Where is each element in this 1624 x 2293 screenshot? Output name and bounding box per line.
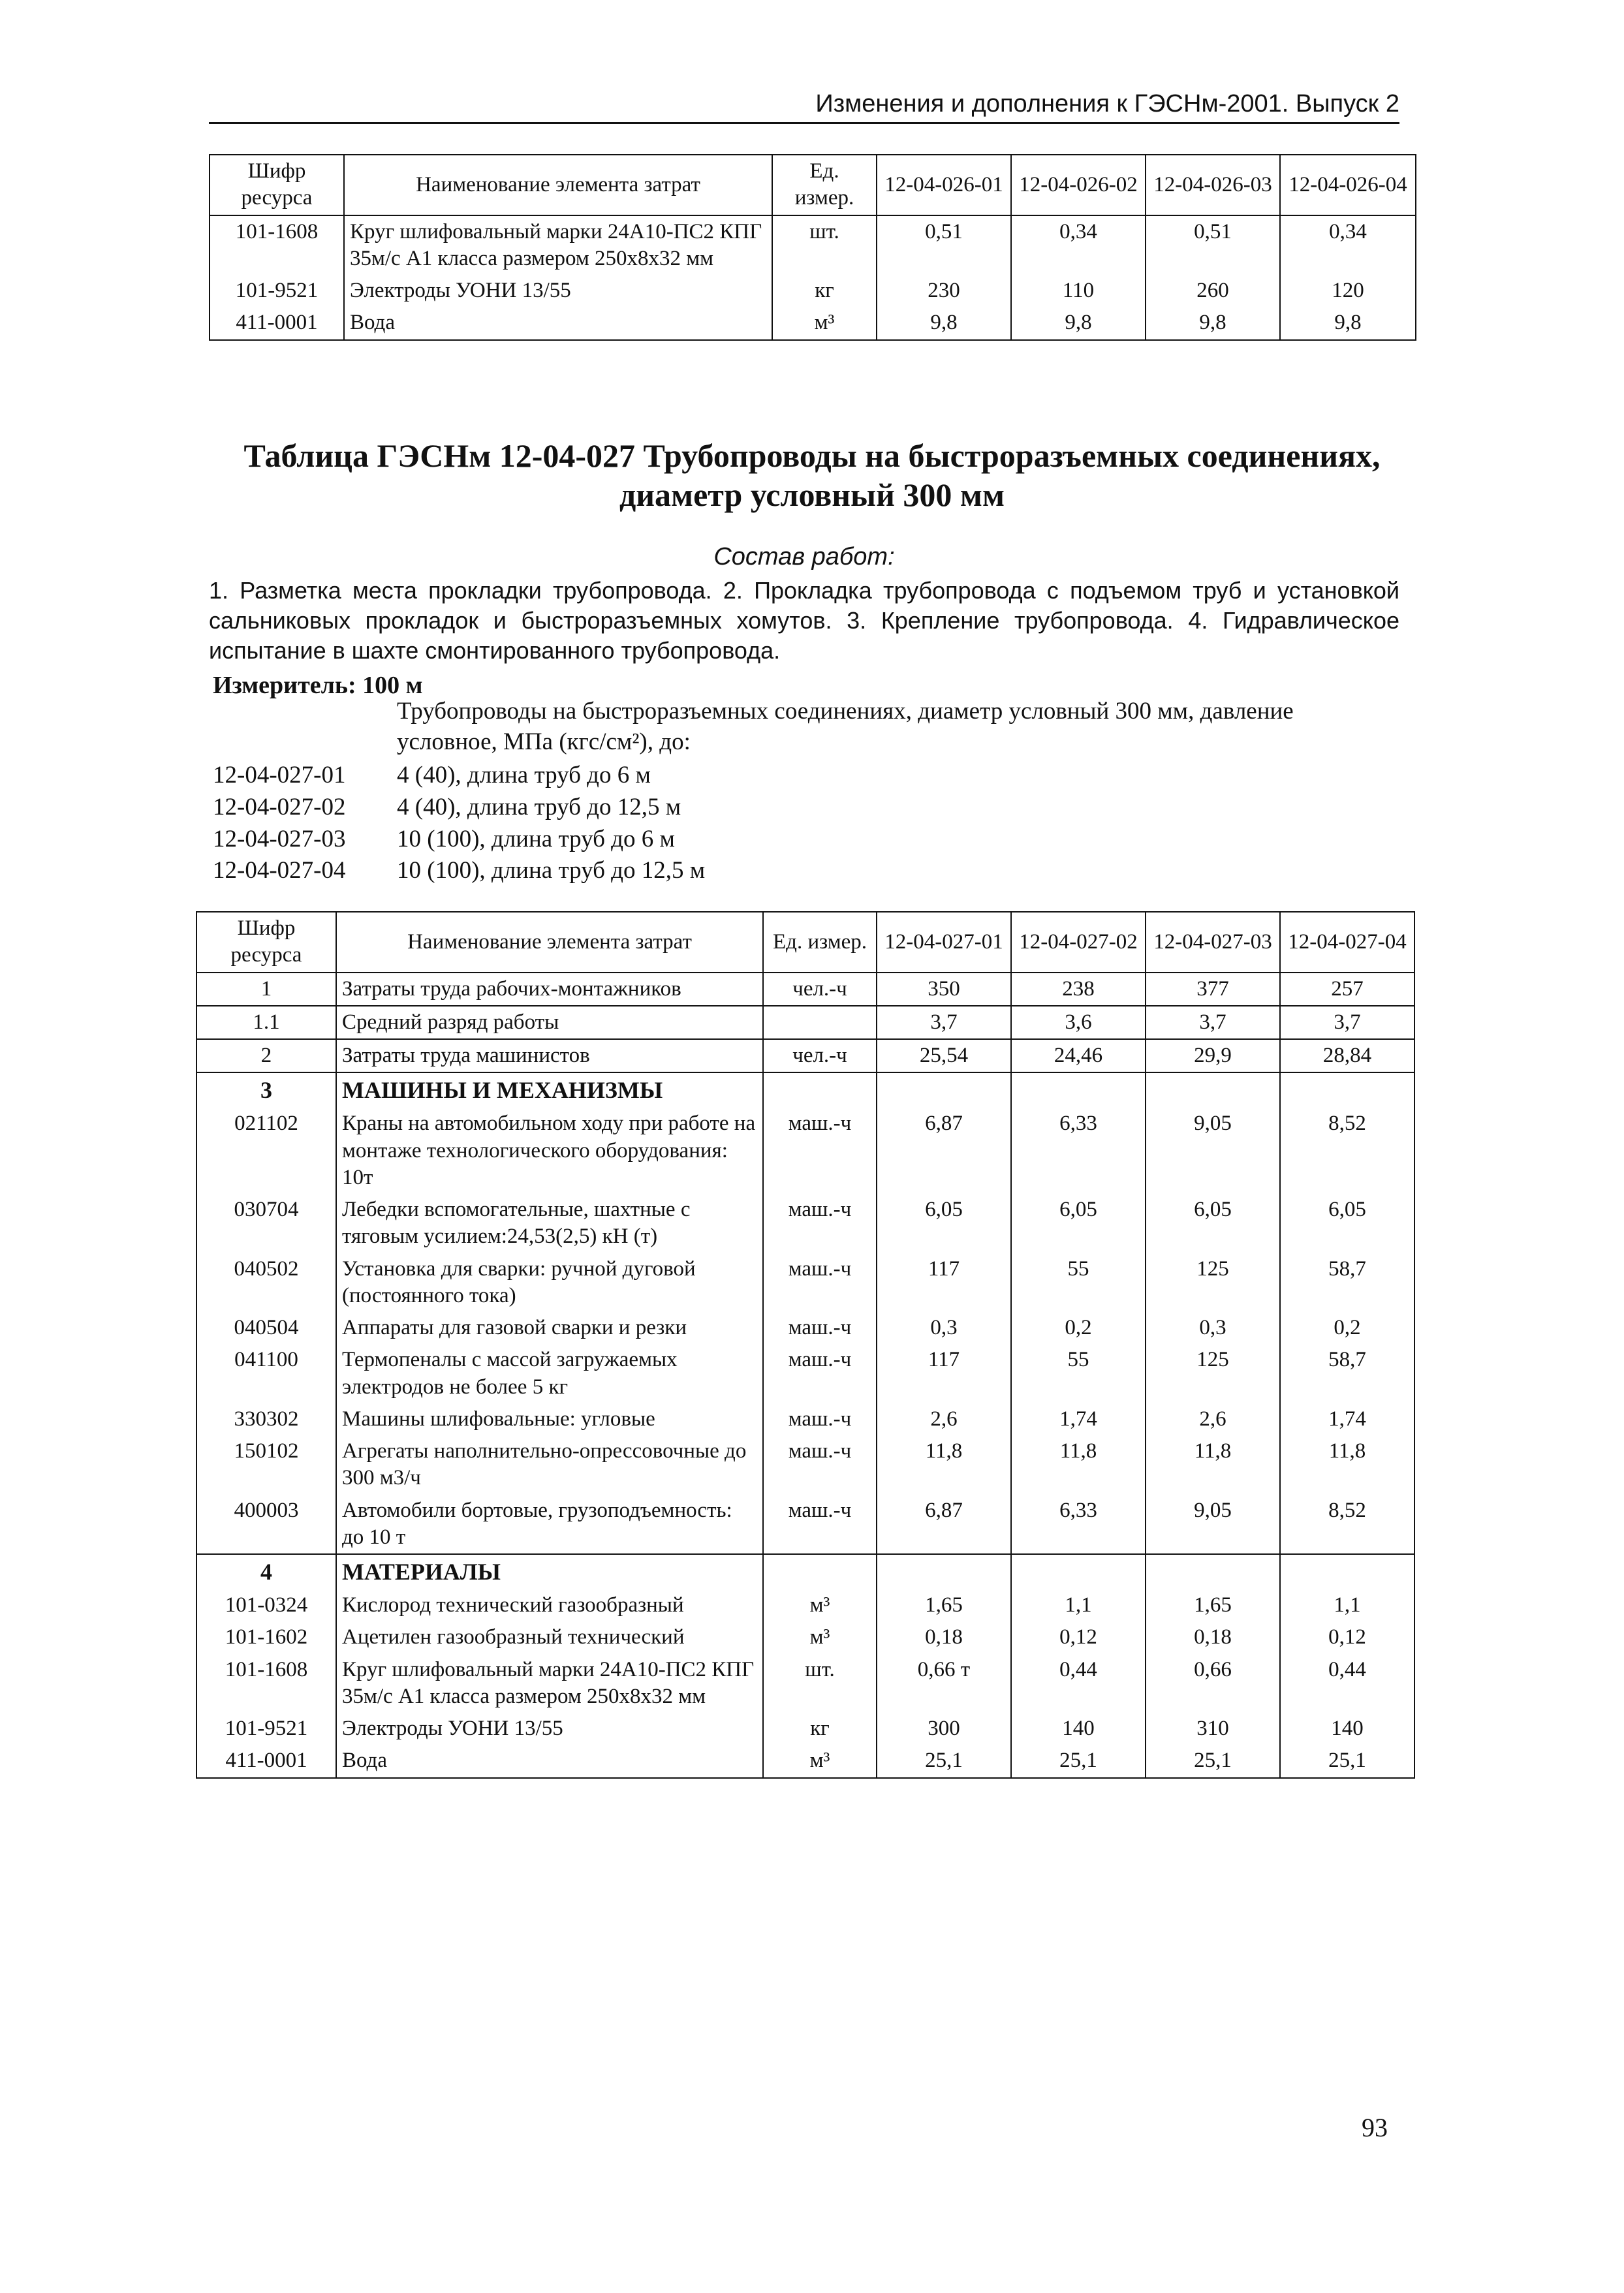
norm-value: 0,51: [877, 215, 1011, 275]
col-norm-header: 12-04-027-02: [1011, 912, 1146, 973]
norm-value: 6,05: [1280, 1194, 1414, 1253]
norm-value: 117: [877, 1253, 1011, 1313]
norm-text: 4 (40), длина труб до 6 м: [397, 762, 651, 788]
norm-value: 9,8: [877, 307, 1011, 339]
resource-name: Вода: [344, 307, 772, 339]
table-row: [196, 1194, 1414, 1253]
resource-unit: чел.-ч: [763, 1039, 877, 1072]
norm-value: 2,6: [1146, 1403, 1280, 1435]
resource-unit: маш.-ч: [763, 1253, 877, 1313]
norm-value: 0,2: [1280, 1312, 1414, 1344]
norm-value: 260: [1146, 275, 1280, 307]
norm-value: 125: [1146, 1253, 1280, 1313]
norm-value: 55: [1011, 1253, 1146, 1313]
norm-code: 12-04-027-02: [213, 793, 346, 820]
section-row: [196, 1072, 1414, 1108]
norm-value: 257: [1280, 973, 1414, 1006]
resource-code: 1: [196, 973, 336, 1006]
running-header: Изменения и дополнения к ГЭСНм-2001. Выпуск 2: [209, 90, 1399, 124]
resource-unit: [763, 1006, 877, 1039]
resource-code: 330302: [196, 1403, 336, 1435]
norm-value: 0,18: [877, 1621, 1011, 1653]
norm-value: 1,65: [1146, 1589, 1280, 1621]
norm-value: 3,7: [877, 1006, 1011, 1039]
resource-code: 101-9521: [210, 275, 344, 307]
norm-value: 6,33: [1011, 1495, 1146, 1555]
section-row: [196, 1554, 1414, 1589]
col-name-header: Наименование элемента затрат: [336, 912, 763, 973]
empty-cell: [1280, 1554, 1414, 1589]
norm-value: 230: [877, 275, 1011, 307]
empty-cell: [1011, 1072, 1146, 1108]
resource-code: 021102: [196, 1108, 336, 1194]
resource-name: Установка для сварки: ручной дуговой (постоянного тока): [336, 1253, 763, 1313]
norm-code: 12-04-027-04: [213, 857, 346, 884]
resource-code: 041100: [196, 1344, 336, 1403]
col-norm-header: 12-04-027-01: [877, 912, 1011, 973]
norm-value: 25,54: [877, 1039, 1011, 1072]
resource-name: Круг шлифовальный марки 24А10-ПС2 КПГ 35м/с А1 класса размером 250х8х32 мм: [336, 1654, 763, 1713]
norm-value: 140: [1011, 1713, 1146, 1745]
norm-list: [213, 760, 705, 887]
empty-cell: [763, 1554, 877, 1589]
norm-value: 0,3: [877, 1312, 1011, 1344]
resource-name: Электроды УОНИ 13/55: [336, 1713, 763, 1745]
norm-value: 300: [877, 1713, 1011, 1745]
resource-unit: маш.-ч: [763, 1403, 877, 1435]
table-row: [196, 1006, 1414, 1039]
norm-value: 6,87: [877, 1495, 1011, 1555]
resource-code: 400003: [196, 1495, 336, 1555]
resource-code: 101-1602: [196, 1621, 336, 1653]
table-row: [210, 215, 1416, 275]
norm-value: 0,34: [1280, 215, 1416, 275]
norm-value: 9,05: [1146, 1108, 1280, 1194]
norm-value: 25,1: [1280, 1745, 1414, 1777]
empty-cell: [1146, 1072, 1280, 1108]
norm-value: 8,52: [1280, 1108, 1414, 1194]
empty-cell: [1146, 1554, 1280, 1589]
norm-list-item: [213, 792, 705, 824]
resource-unit: шт.: [763, 1654, 877, 1713]
col-norm-header: 12-04-027-03: [1146, 912, 1280, 973]
resource-code: 150102: [196, 1435, 336, 1495]
norm-value: 0,66 т: [877, 1654, 1011, 1713]
empty-cell: [1280, 1072, 1414, 1108]
table-row: [196, 1312, 1414, 1344]
section-code: 4: [196, 1554, 336, 1589]
norm-value: 140: [1280, 1713, 1414, 1745]
resource-code: 1.1: [196, 1006, 336, 1039]
resource-name: Ацетилен газообразный технический: [336, 1621, 763, 1653]
section-code: 3: [196, 1072, 336, 1108]
norm-value: 9,8: [1280, 307, 1416, 339]
resource-code: 101-0324: [196, 1589, 336, 1621]
resource-unit: кг: [763, 1713, 877, 1745]
table-row: [196, 1654, 1414, 1713]
norm-value: 1,1: [1011, 1589, 1146, 1621]
table-row: [196, 1253, 1414, 1313]
resource-unit: маш.-ч: [763, 1435, 877, 1495]
empty-cell: [877, 1554, 1011, 1589]
composition-text: 1. Разметка места прокладки трубопровода. 2. Прокладка трубопровода с подъемом труб и установкой сальниковых прокладок и быстроразъемных хомутов. 3. Крепление трубопровода. 4. Гидравлическое испытание в шахте смонтированного трубопровода.: [209, 577, 1399, 664]
norm-value: 25,1: [1146, 1745, 1280, 1777]
norm-value: 0,51: [1146, 215, 1280, 275]
resource-unit: м³: [763, 1745, 877, 1777]
col-norm-header: 12-04-026-02: [1011, 155, 1146, 215]
resource-code: 411-0001: [210, 307, 344, 339]
resource-table-027: [196, 911, 1415, 1779]
norm-value: 11,8: [877, 1435, 1011, 1495]
norm-value: 6,05: [1011, 1194, 1146, 1253]
table-row: [210, 275, 1416, 307]
norm-value: 0,12: [1011, 1621, 1146, 1653]
table-row: [196, 1435, 1414, 1495]
resource-code: 101-1608: [196, 1654, 336, 1713]
norm-value: 310: [1146, 1713, 1280, 1745]
norm-text: 10 (100), длина труб до 6 м: [397, 825, 675, 852]
norm-value: 2,6: [877, 1403, 1011, 1435]
norm-value: 238: [1011, 973, 1146, 1006]
table-title: Таблица ГЭСНм 12-04-027 Трубопроводы на быстроразъемных соединениях, диаметр условный 300 мм: [243, 437, 1381, 513]
norm-value: 1,74: [1280, 1403, 1414, 1435]
resource-name: Лебедки вспомогательные, шахтные с тяговым усилием:24,53(2,5) кН (т): [336, 1194, 763, 1253]
norm-text: 10 (100), длина труб до 12,5 м: [397, 857, 706, 884]
norm-list-item: [213, 760, 705, 792]
resource-unit: м³: [763, 1621, 877, 1653]
norm-value: 6,05: [877, 1194, 1011, 1253]
norm-value: 9,05: [1146, 1495, 1280, 1555]
norm-value: 11,8: [1011, 1435, 1146, 1495]
resource-unit: маш.-ч: [763, 1312, 877, 1344]
table-row: [196, 1713, 1414, 1745]
norm-text: 4 (40), длина труб до 12,5 м: [397, 793, 681, 820]
norm-value: 29,9: [1146, 1039, 1280, 1072]
resource-code: 030704: [196, 1194, 336, 1253]
resource-table-026: [209, 154, 1416, 341]
table-row: [196, 973, 1414, 1006]
col-norm-header: 12-04-026-01: [877, 155, 1011, 215]
norm-value: 6,05: [1146, 1194, 1280, 1253]
resource-name: Вода: [336, 1745, 763, 1777]
norm-value: 1,1: [1280, 1589, 1414, 1621]
table-row: [196, 1589, 1414, 1621]
norm-value: 1,74: [1011, 1403, 1146, 1435]
resource-code: 040502: [196, 1253, 336, 1313]
resource-code: 101-9521: [196, 1713, 336, 1745]
norm-value: 0,18: [1146, 1621, 1280, 1653]
empty-cell: [1011, 1554, 1146, 1589]
norm-value: 8,52: [1280, 1495, 1414, 1555]
norm-value: 11,8: [1146, 1435, 1280, 1495]
resource-code: 2: [196, 1039, 336, 1072]
norm-value: 0,3: [1146, 1312, 1280, 1344]
norm-value: 11,8: [1280, 1435, 1414, 1495]
norm-list-item: [213, 855, 705, 887]
table-row: [196, 1344, 1414, 1403]
resource-name: Автомобили бортовые, грузоподъемность: до 10 т: [336, 1495, 763, 1555]
col-unit-header: Ед. измер.: [772, 155, 877, 215]
norm-list-item: [213, 824, 705, 856]
table-row: [196, 1621, 1414, 1653]
section-title: МАТЕРИАЛЫ: [336, 1554, 763, 1589]
resource-unit: маш.-ч: [763, 1344, 877, 1403]
norm-value: 0,2: [1011, 1312, 1146, 1344]
table-row: [196, 1039, 1414, 1072]
col-unit-header: Ед. измер.: [763, 912, 877, 973]
table-row: [196, 1495, 1414, 1555]
norm-value: 0,66: [1146, 1654, 1280, 1713]
norm-value: 117: [877, 1344, 1011, 1403]
resource-code: 411-0001: [196, 1745, 336, 1777]
resource-name: Круг шлифовальный марки 24А10-ПС2 КПГ 35м/с А1 класса размером 250х8х32 мм: [344, 215, 772, 275]
resource-name: Затраты труда машинистов: [336, 1039, 763, 1072]
norm-value: 9,8: [1146, 307, 1280, 339]
norm-code: 12-04-027-01: [213, 762, 346, 788]
norm-value: 3,6: [1011, 1006, 1146, 1039]
col-code-header: Шифр ресурса: [210, 155, 344, 215]
table-row: [196, 1108, 1414, 1194]
empty-cell: [763, 1072, 877, 1108]
resource-code: 040504: [196, 1312, 336, 1344]
norm-code: 12-04-027-03: [213, 825, 346, 852]
resource-name: Машины шлифовальные: угловые: [336, 1403, 763, 1435]
norm-value: 9,8: [1011, 307, 1146, 339]
col-code-header: Шифр ресурса: [196, 912, 336, 973]
col-norm-header: 12-04-026-04: [1280, 155, 1416, 215]
norm-value: 3,7: [1146, 1006, 1280, 1039]
empty-cell: [877, 1072, 1011, 1108]
col-norm-header: 12-04-026-03: [1146, 155, 1280, 215]
norm-value: 110: [1011, 275, 1146, 307]
norm-value: 6,33: [1011, 1108, 1146, 1194]
norm-value: 125: [1146, 1344, 1280, 1403]
resource-name: Агрегаты наполнительно-опрессовочные до 300 м3/ч: [336, 1435, 763, 1495]
resource-name: Затраты труда рабочих-монтажников: [336, 973, 763, 1006]
norm-value: 24,46: [1011, 1039, 1146, 1072]
resource-unit: маш.-ч: [763, 1108, 877, 1194]
norm-value: 0,12: [1280, 1621, 1414, 1653]
resource-unit: маш.-ч: [763, 1495, 877, 1555]
norm-value: 1,65: [877, 1589, 1011, 1621]
resource-unit: шт.: [772, 215, 877, 275]
resource-name: Средний разряд работы: [336, 1006, 763, 1039]
table-row: [196, 1745, 1414, 1777]
resource-unit: кг: [772, 275, 877, 307]
norm-value: 0,44: [1011, 1654, 1146, 1713]
norm-value: 25,1: [877, 1745, 1011, 1777]
resource-name: Кислород технический газообразный: [336, 1589, 763, 1621]
resource-name: Аппараты для газовой сварки и резки: [336, 1312, 763, 1344]
norm-value: 25,1: [1011, 1745, 1146, 1777]
norm-value: 58,7: [1280, 1253, 1414, 1313]
meter: Измеритель: 100 м: [213, 672, 423, 699]
norm-value: 0,44: [1280, 1654, 1414, 1713]
norm-value: 58,7: [1280, 1344, 1414, 1403]
norm-value: 28,84: [1280, 1039, 1414, 1072]
section-title: МАШИНЫ И МЕХАНИЗМЫ: [336, 1072, 763, 1108]
norm-value: 350: [877, 973, 1011, 1006]
resource-code: 101-1608: [210, 215, 344, 275]
norm-value: 3,7: [1280, 1006, 1414, 1039]
norm-value: 6,87: [877, 1108, 1011, 1194]
resource-name: Термопеналы с массой загружаемых электродов не более 5 кг: [336, 1344, 763, 1403]
norm-value: 0,34: [1011, 215, 1146, 275]
resource-name: Электроды УОНИ 13/55: [344, 275, 772, 307]
norm-value: 120: [1280, 275, 1416, 307]
resource-unit: м³: [763, 1589, 877, 1621]
resource-unit: маш.-ч: [763, 1194, 877, 1253]
col-norm-header: 12-04-027-04: [1280, 912, 1414, 973]
col-name-header: Наименование элемента затрат: [344, 155, 772, 215]
norm-value: 55: [1011, 1344, 1146, 1403]
norm-description: Трубопроводы на быстроразъемных соединениях, диаметр условный 300 мм, давление условное, МПа (кгс/см²), до:: [397, 698, 1294, 756]
composition-heading: Состав работ:: [713, 543, 895, 570]
resource-unit: м³: [772, 307, 877, 339]
table-row: [210, 307, 1416, 339]
table-row: [196, 1403, 1414, 1435]
page-number: 93: [1362, 2113, 1388, 2142]
resource-unit: чел.-ч: [763, 973, 877, 1006]
norm-value: 377: [1146, 973, 1280, 1006]
resource-name: Краны на автомобильном ходу при работе на монтаже технологического оборудования: 10т: [336, 1108, 763, 1194]
